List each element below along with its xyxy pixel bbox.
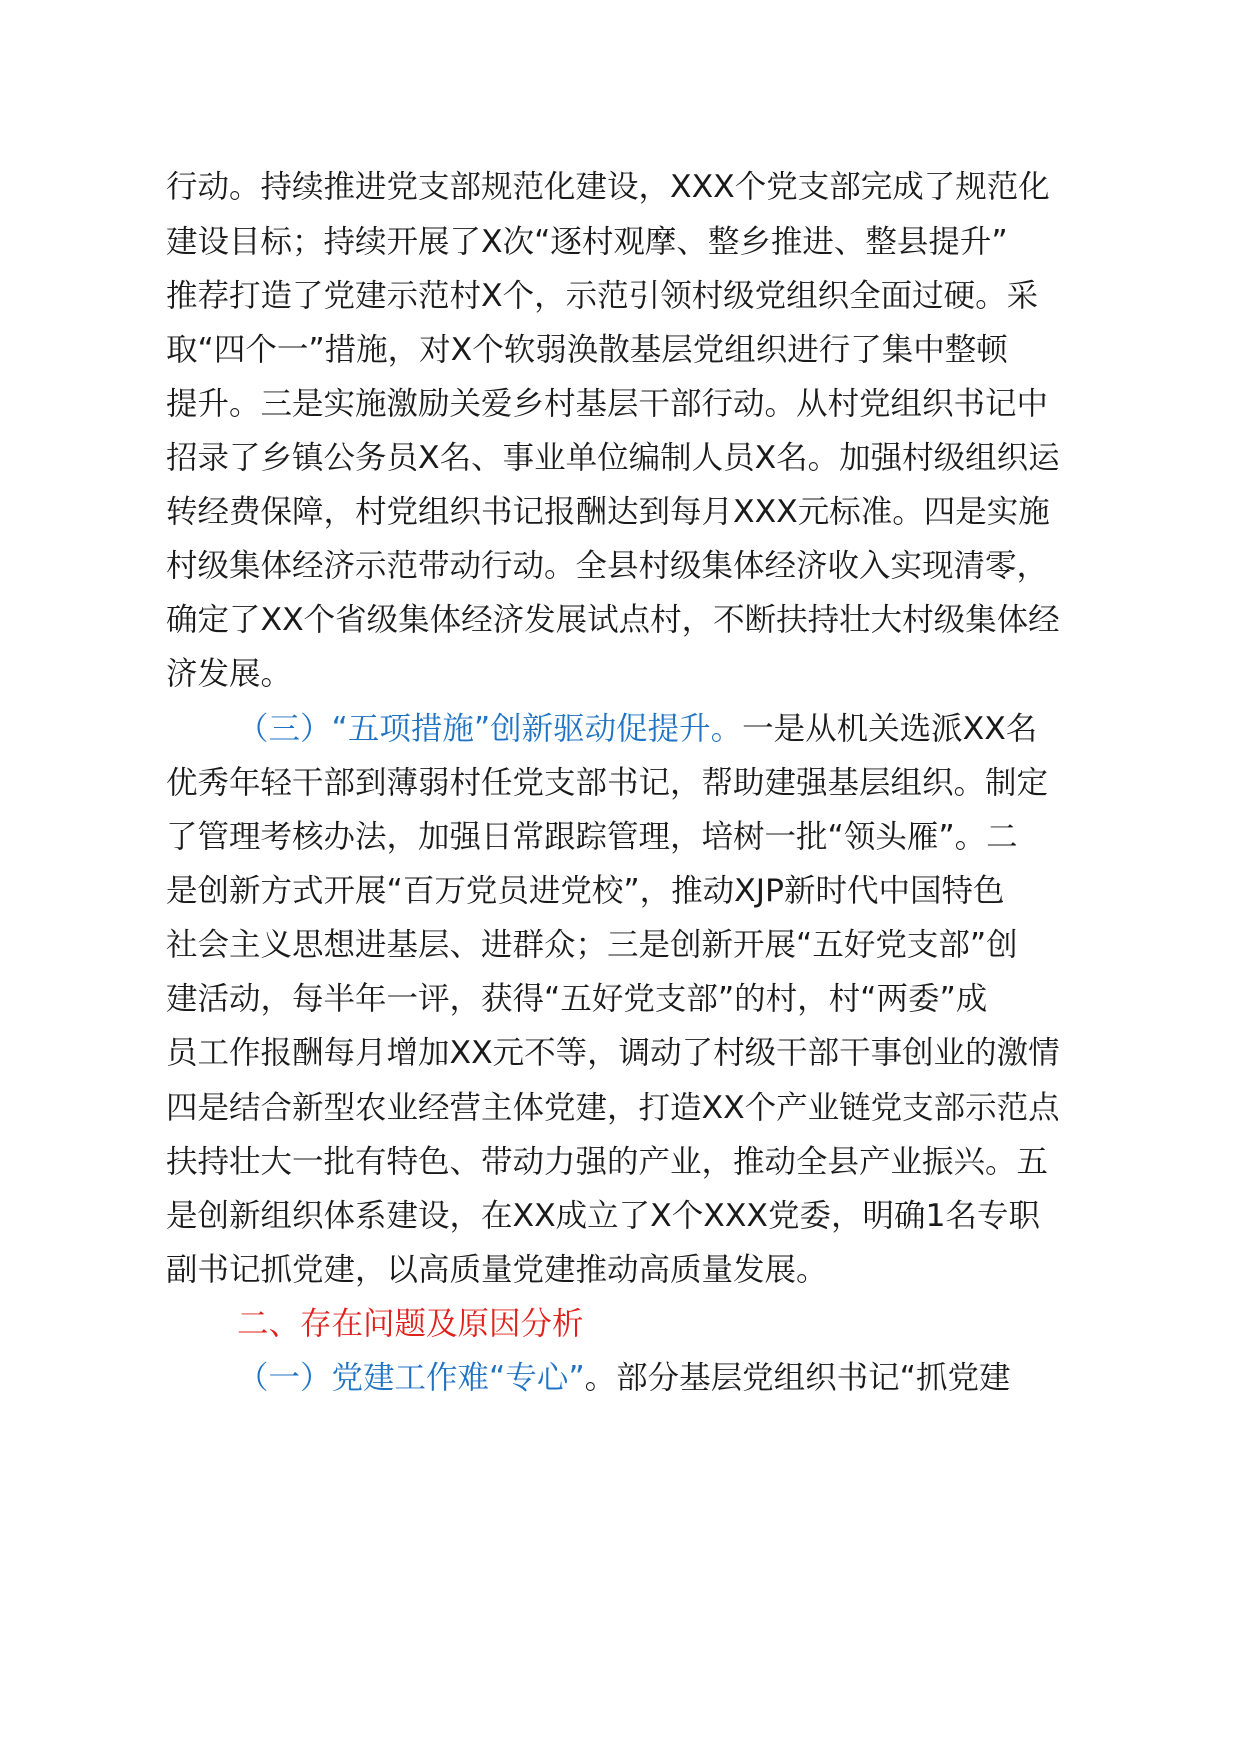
paragraph-line-with-heading: [237, 1348, 1010, 1408]
text-line: 副书记抓党建，以高质量党建推动高质量发展。: [166, 1252, 828, 1288]
text-line: 社会主义思想进基层、进群众；三是创新开展“五好党支部”创: [166, 927, 1018, 963]
text-line: 是创新组织体系建设，在XX成立了X个XXX党委，明确1名专职: [166, 1198, 1041, 1234]
text-line: 村级集体经济示范带动行动。全县村级集体经济收入实现清零，: [166, 548, 1049, 584]
text-line: 员工作报酬每月增加XX元不等，调动了村级干部干事创业的激情: [166, 1035, 1060, 1071]
text-line: 了管理考核办法，加强日常跟踪管理，培树一批“领头雁”。二: [166, 819, 1018, 855]
text-line: 建活动，每半年一评，获得“五好党支部”的村，村“两委”成: [166, 981, 988, 1017]
text-line: 行动。持续推进党支部规范化建设，XXX个党支部完成了规范化: [166, 169, 1050, 205]
text-line: 四是结合新型农业经营主体党建，打造XX个产业链党支部示范点: [166, 1090, 1060, 1126]
text-line: 是创新方式开展“百万党员进党校”，推动XJP新时代中国特色: [166, 873, 1005, 909]
text-run: 。部分基层党组织书记“抓党建: [584, 1360, 1011, 1396]
text-line: 确定了XX个省级集体经济发展试点村，不断扶持壮大村级集体经: [166, 602, 1060, 638]
subheading-one: （一）党建工作难“专心”: [237, 1360, 585, 1396]
text-line: 提升。三是实施激励关爱乡村基层干部行动。从村党组织书记中: [166, 386, 1049, 422]
text-line: 优秀年轻干部到薄弱村任党支部书记，帮助建强基层组织。制定: [166, 765, 1049, 801]
text-line: 扶持壮大一批有特色、带动力强的产业，推动全县产业振兴。五: [166, 1144, 1049, 1180]
text-line: 转经费保障，村党组织书记报酬达到每月XXX元标准。四是实施: [166, 494, 1050, 530]
subheading-three: （三）“五项措施”创新驱动促提升。: [237, 711, 743, 747]
text-line: 建设目标；持续开展了X次“逐村观摩、整乡推进、整县提升”: [166, 224, 1008, 260]
text-line: 济发展。: [166, 656, 293, 692]
section-heading: 二、存在问题及原因分析: [237, 1306, 584, 1342]
text-run: 一是从机关选派XX名: [742, 711, 1038, 747]
text-line: 招录了乡镇公务员X名、事业单位编制人员X名。加强村级组织运: [166, 440, 1060, 476]
text-line: 取“四个一”措施，对X个软弱涣散基层党组织进行了集中整顿: [166, 332, 1008, 368]
text-line: 推荐打造了党建示范村X个，示范引领村级党组织全面过硬。采: [166, 278, 1039, 314]
paragraph-line-with-heading: [237, 699, 1037, 759]
